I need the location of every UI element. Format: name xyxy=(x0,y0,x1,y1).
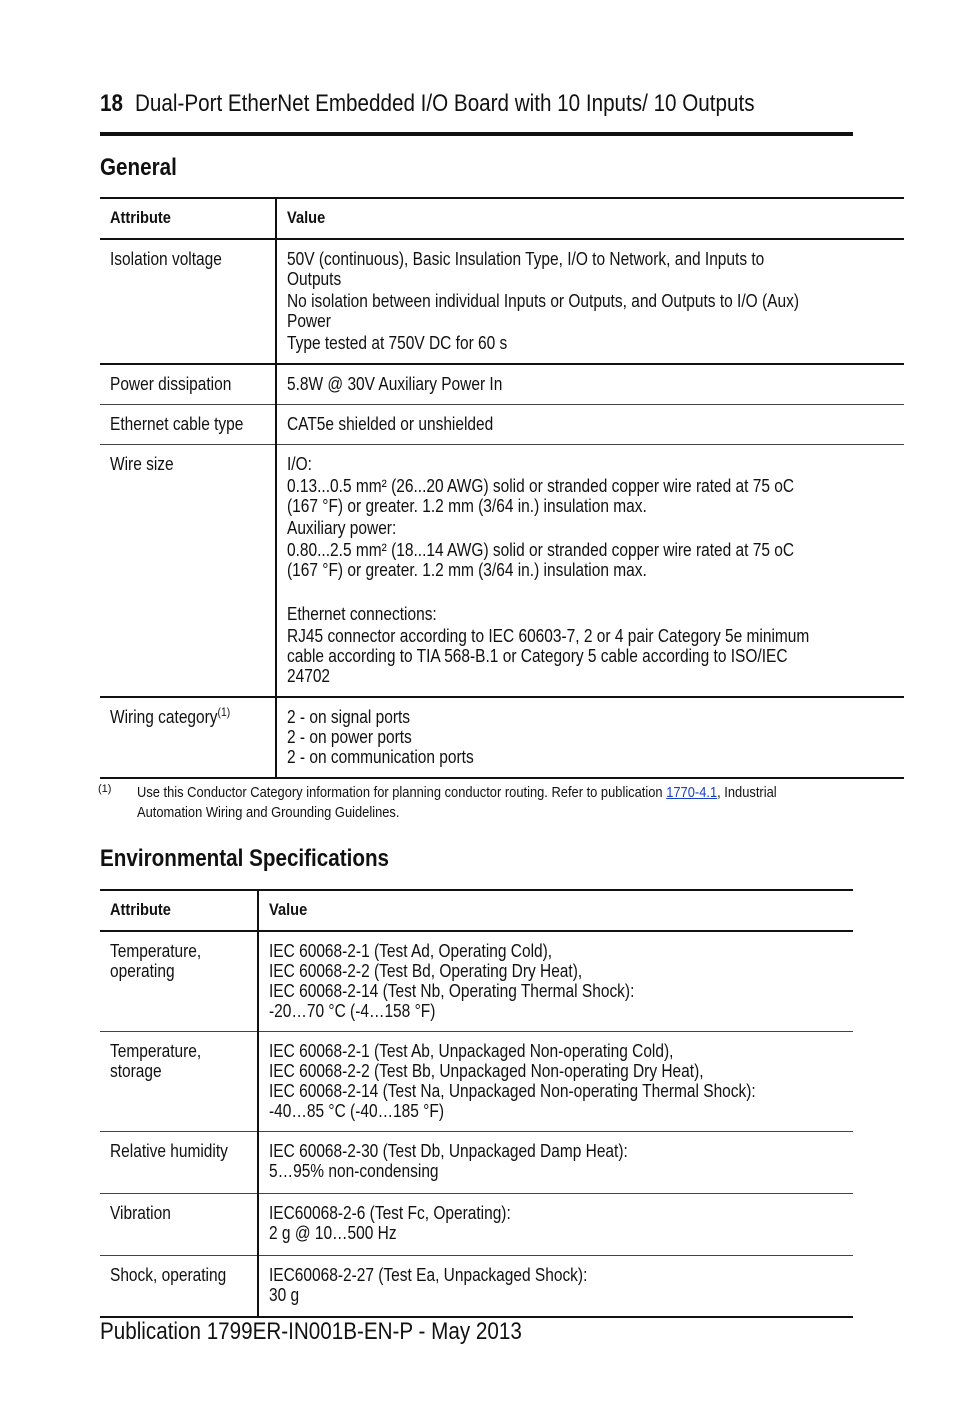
attribute-cell: Wire size xyxy=(110,454,174,474)
footnote-line-2: Automation Wiring and Grounding Guidelines. xyxy=(137,804,400,821)
value-line: RJ45 connector according to IEC 60603-7, 2 or 4 pair Category 5e minimum xyxy=(287,626,810,646)
table-row xyxy=(100,405,904,445)
value-line: IEC60068-2-27 (Test Ea, Unpackaged Shock): xyxy=(269,1265,588,1285)
publication-link[interactable]: 1770-4.1 xyxy=(666,784,718,801)
col-attribute-header: Attribute xyxy=(110,900,171,919)
value-line: I/O: xyxy=(287,454,313,474)
table-row xyxy=(100,364,904,405)
value-line: Ethernet connections: xyxy=(287,604,437,624)
attribute-cell: Power dissipation xyxy=(110,374,232,394)
attribute-cell: Ethernet cable type xyxy=(110,414,244,434)
table-row xyxy=(100,239,904,364)
table-row xyxy=(100,1194,853,1256)
value-line: cable according to TIA 568-B.1 or Category 5 cable according to ISO/IEC xyxy=(287,646,788,666)
page-number: 18 xyxy=(100,90,123,117)
value-line: 24702 xyxy=(287,666,331,686)
attribute-cell: Shock, operating xyxy=(110,1265,227,1285)
value-line: 0.80...2.5 mm² (18...14 AWG) solid or stranded copper wire rated at 75 oC xyxy=(287,540,795,560)
value-line: 2 - on power ports xyxy=(287,727,412,747)
value-line: CAT5e shielded or unshielded xyxy=(287,414,494,434)
page-header-title: Dual-Port EtherNet Embedded I/O Board with 10 Inputs/ 10 Outputs xyxy=(135,90,755,117)
value-line: IEC 60068-2-2 (Test Bd, Operating Dry Heat), xyxy=(269,961,583,981)
value-line: IEC 60068-2-14 (Test Nb, Operating Thermal Shock): xyxy=(269,981,635,1001)
attribute-cell: Isolation voltage xyxy=(110,249,222,269)
value-line: IEC 60068-2-30 (Test Db, Unpackaged Damp Heat): xyxy=(269,1141,628,1161)
attribute-cell: Wiring category xyxy=(110,707,218,727)
environmental-spec-table xyxy=(100,889,853,1318)
value-line: No isolation between individual Inputs or Outputs, and Outputs to I/O (Aux) xyxy=(287,291,800,311)
table-row xyxy=(100,1132,853,1194)
value-line: 5.8W @ 30V Auxiliary Power In xyxy=(287,374,503,394)
value-line: -20…70 °C (-4…158 °F) xyxy=(269,1001,436,1021)
value-line: 2 - on signal ports xyxy=(287,707,411,727)
table-row xyxy=(100,1256,853,1318)
value-line: 5…95% non-condensing xyxy=(269,1161,439,1181)
table-header-row xyxy=(100,198,904,239)
col-value-header: Value xyxy=(269,900,308,919)
value-line: IEC 60068-2-1 (Test Ab, Unpackaged Non-operating Cold), xyxy=(269,1041,674,1061)
value-line: Type tested at 750V DC for 60 s xyxy=(287,333,508,353)
value-line: Auxiliary power: xyxy=(287,518,397,538)
attribute-cell: operating xyxy=(110,961,175,981)
footnote-reference: (1) xyxy=(217,705,231,719)
general-section-title: General xyxy=(100,154,177,181)
page-header xyxy=(100,90,861,118)
header-rule xyxy=(100,132,853,136)
footnote-text-after: , Industrial xyxy=(717,784,777,801)
value-line: Power xyxy=(287,311,331,331)
footnote-mark: (1) xyxy=(98,783,112,795)
blank-line xyxy=(287,580,894,598)
col-attribute-header: Attribute xyxy=(110,208,171,227)
value-line: 2 g @ 10…500 Hz xyxy=(269,1223,397,1243)
value-line: (167 °F) or greater. 1.2 mm (3/64 in.) insulation max. xyxy=(287,496,647,516)
attribute-cell: Relative humidity xyxy=(110,1141,228,1161)
value-line: 2 - on communication ports xyxy=(287,747,474,767)
attribute-cell: Temperature, xyxy=(110,941,202,961)
value-line: Outputs xyxy=(287,269,342,289)
col-value-header: Value xyxy=(287,208,326,227)
value-line: (167 °F) or greater. 1.2 mm (3/64 in.) insulation max. xyxy=(287,560,647,580)
table-row xyxy=(100,697,904,778)
value-line: 0.13...0.5 mm² (26...20 AWG) solid or stranded copper wire rated at 75 oC xyxy=(287,476,795,496)
value-line: IEC 60068-2-2 (Test Bb, Unpackaged Non-operating Dry Heat), xyxy=(269,1061,704,1081)
value-line: IEC60068-2-6 (Test Fc, Operating): xyxy=(269,1203,511,1223)
publication-footer: Publication 1799ER-IN001B-EN-P - May 2013 xyxy=(100,1318,522,1345)
attribute-cell: Vibration xyxy=(110,1203,171,1223)
attribute-cell: storage xyxy=(110,1061,162,1081)
table-row xyxy=(100,1032,853,1132)
table-row xyxy=(100,445,904,698)
value-line: IEC 60068-2-14 (Test Na, Unpackaged Non-operating Thermal Shock): xyxy=(269,1081,756,1101)
footnote-text: Use this Conductor Category information for planning conductor routing. Refer to publication xyxy=(137,784,667,801)
general-spec-table xyxy=(100,197,904,779)
value-line: 50V (continuous), Basic Insulation Type, I/O to Network, and Inputs to xyxy=(287,249,765,269)
environmental-section-title: Environmental Specifications xyxy=(100,845,390,872)
value-line: 30 g xyxy=(269,1285,300,1305)
attribute-cell: Temperature, xyxy=(110,1041,202,1061)
table-row xyxy=(100,931,853,1032)
table-header-row xyxy=(100,890,853,931)
value-line: -40…85 °C (-40…185 °F) xyxy=(269,1101,445,1121)
value-line: IEC 60068-2-1 (Test Ad, Operating Cold), xyxy=(269,941,553,961)
